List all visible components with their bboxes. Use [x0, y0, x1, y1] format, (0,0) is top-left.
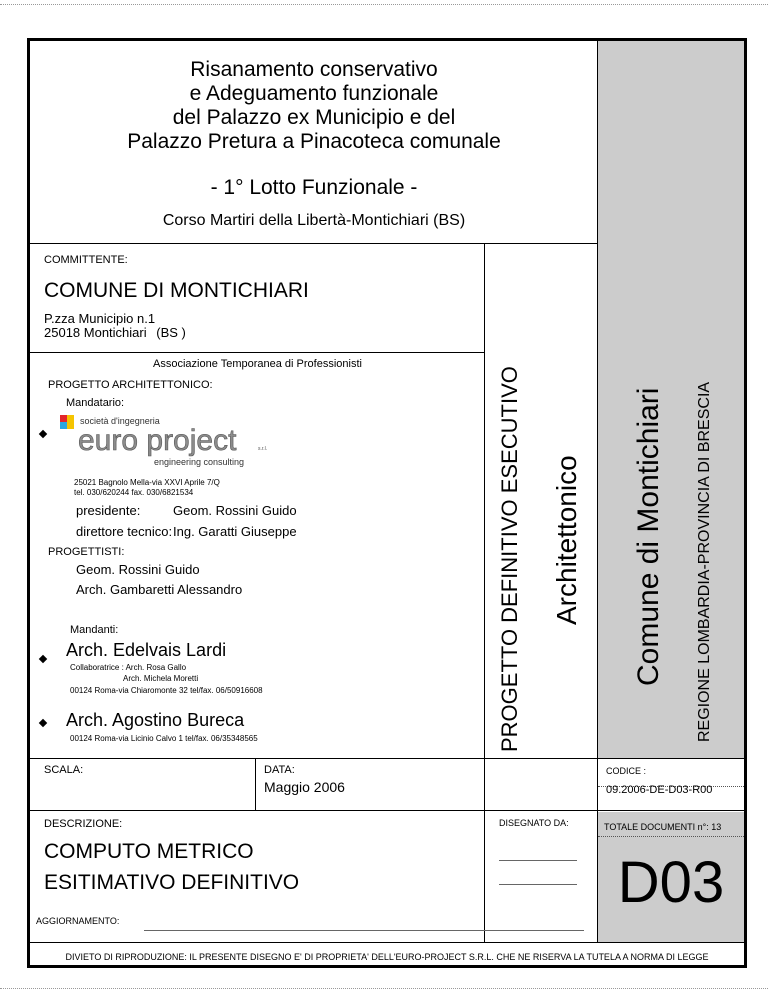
- logo-square-red: [60, 415, 67, 422]
- ati-label: Associazione Temporanea di Professionisti: [153, 358, 362, 370]
- title-line-3: del Palazzo ex Municipio e del: [172, 106, 456, 129]
- direttore-label: direttore tecnico:: [76, 524, 173, 539]
- progettista-1: Geom. Rossini Guido: [76, 562, 200, 577]
- project-title: [30, 58, 598, 154]
- codice-value: 09.2006-DE-D03-R00: [606, 784, 713, 796]
- logo-square-yellow2: [67, 422, 74, 429]
- presidente-label: presidente:: [76, 503, 141, 518]
- line-vert-data: [255, 758, 256, 810]
- line-ati-top: [30, 352, 485, 353]
- vertical-progetto-definitivo: PROGETTO DEFINITIVO ESECUTIVO: [497, 366, 522, 752]
- page-edge-top: [0, 4, 768, 5]
- logo-square-cyan: [60, 422, 67, 429]
- line-disegnato-2: [499, 884, 577, 885]
- disegnato-label: DISEGNATO DA:: [499, 818, 569, 828]
- doc-code: D03: [617, 850, 725, 915]
- codice-label: CODICE :: [606, 766, 647, 776]
- line-totale-under: [598, 836, 744, 837]
- mandante2-name: Arch. Agostino Bureca: [66, 710, 245, 730]
- line-scala-top: [30, 758, 744, 759]
- page-edge-bottom: [0, 988, 768, 989]
- line-descr-top: [30, 810, 744, 811]
- line-aggiornamento: [144, 930, 584, 931]
- address-line: Corso Martiri della Libertà-Montichiari (BS): [162, 212, 466, 229]
- committente-name: COMUNE DI MONTICHIARI: [44, 279, 309, 302]
- committente-prov: (BS ): [156, 325, 186, 340]
- committente-addr2: [44, 325, 186, 340]
- data-value: Maggio 2006: [264, 779, 345, 795]
- vertical-regione: REGIONE LOMBARDIA-PROVINCIA DI BRESCIA: [696, 381, 713, 742]
- logo-srl-text: s.r.l.: [258, 446, 268, 452]
- lotto-title: - 1° Lotto Funzionale -: [210, 176, 418, 199]
- progetto-arch-label: PROGETTO ARCHITETTONICO:: [48, 379, 213, 391]
- mandante1-addr: 00124 Roma-via Chiaromonte 32 tel/fax. 06/50916608: [70, 686, 263, 695]
- logo-addr2: tel. 030/620244 fax. 030/6821534: [74, 488, 194, 497]
- totale-label: TOTALE DOCUMENTI n°: 13: [604, 822, 722, 832]
- vertical-comune: Comune di Montichiari: [632, 387, 665, 686]
- committente-addr1: P.zza Municipio n.1: [44, 311, 156, 326]
- mandante1-collab1: Collaboratrice : Arch. Rosa Gallo: [70, 663, 187, 672]
- descrizione-line-1: COMPUTO METRICO: [44, 840, 254, 863]
- euro-project-logo: [58, 412, 268, 472]
- gray-column-right: [598, 41, 744, 759]
- line-title-bottom: [30, 243, 598, 244]
- committente-city: 25018 Montichiari: [44, 325, 147, 340]
- scala-label: SCALA:: [44, 764, 84, 776]
- logo-sub-text: engineering consulting: [154, 457, 245, 467]
- title-line-4: Palazzo Pretura a Pinacoteca comunale: [127, 130, 501, 153]
- logo-big-text: euro project: [78, 424, 237, 457]
- title-line-2: e Adeguamento funzionale: [189, 82, 439, 105]
- logo-addr1: 25021 Bagnolo Mella-via XXVI Aprile 7/Q: [74, 478, 220, 487]
- direttore-name: Ing. Garatti Giuseppe: [173, 524, 297, 539]
- line-vert-progetto: [484, 243, 485, 942]
- mandante2-addr: 00124 Roma-via Licinio Calvo 1 tel/fax. 06/35348565: [70, 734, 258, 743]
- progettista-2: Arch. Gambaretti Alessandro: [76, 582, 243, 597]
- descrizione-label: DESCRIZIONE:: [44, 818, 123, 830]
- descrizione-line-2: ESITIMATIVO DEFINITIVO: [44, 871, 300, 894]
- committente-label: COMMITTENTE:: [44, 254, 128, 266]
- mandante1-name: Arch. Edelvais Lardi: [66, 640, 227, 660]
- line-disegnato-1: [499, 860, 577, 861]
- title-line-1: Risanamento conservativo: [190, 58, 438, 81]
- data-label: DATA:: [264, 764, 295, 776]
- line-divieto-top: [30, 942, 744, 943]
- mandatario-label: Mandatario:: [66, 397, 125, 409]
- logo-small-text: società d'ingegneria: [80, 416, 160, 426]
- divieto-notice: DIVIETO DI RIPRODUZIONE: IL PRESENTE DISEGNO E' DI PROPRIETA' DELL'EURO-PROJECT S.R.L. CHE NE RISERVA LA TUTELA A NORMA DI LEGGE: [65, 952, 709, 962]
- logo-square-yellow: [67, 415, 74, 422]
- presidente-name: Geom. Rossini Guido: [173, 503, 297, 518]
- mandante1-collab2: Arch. Michela Moretti: [123, 674, 199, 683]
- aggiornamento-label: AGGIORNAMENTO:: [36, 916, 120, 926]
- mandanti-label: Mandanti:: [70, 624, 119, 636]
- vertical-architettonico: Architettonico: [551, 455, 582, 625]
- progettisti-label: PROGETTISTI:: [48, 546, 125, 558]
